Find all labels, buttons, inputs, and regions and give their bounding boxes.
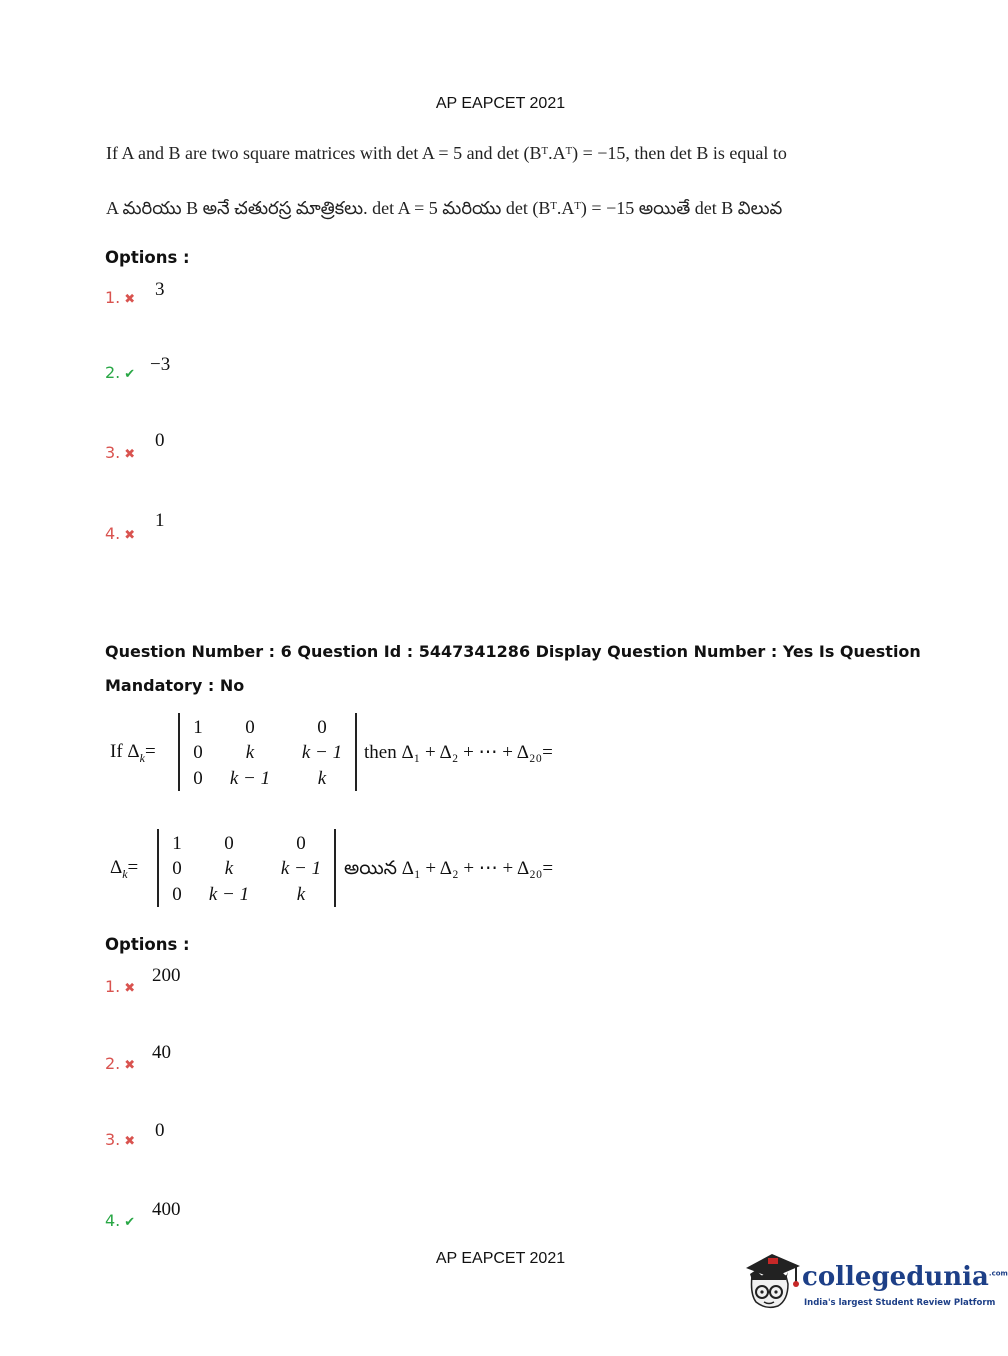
matrix-cell: k − 1 (280, 858, 322, 879)
q5-option-4[interactable] (105, 524, 135, 544)
option-number: 1. (105, 288, 121, 307)
collegedunia-logo (742, 1248, 1008, 1318)
check-icon: ✔ (124, 366, 136, 381)
logo-tagline: India's largest Student Review Platform (804, 1298, 996, 1308)
q6-english-determinant (178, 713, 357, 791)
q6-option-2-value: 40 (152, 1042, 171, 1063)
q5-option-4-value: 1 (155, 510, 165, 531)
matrix-cell: k (296, 884, 306, 905)
option-number: 1. (105, 977, 121, 996)
matrix-cell: k (245, 742, 255, 763)
matrix-cell: k − 1 (229, 768, 271, 789)
q6-option-3[interactable] (105, 1130, 135, 1150)
q5-option-1-value: 3 (155, 279, 165, 300)
q5-option-2[interactable] (105, 363, 135, 383)
option-number: 2. (105, 363, 121, 382)
option-number: 2. (105, 1054, 121, 1073)
cross-icon: ✖ (124, 291, 136, 306)
q6-telugu-prefix: $\Delta_k=$ (110, 857, 139, 881)
q6-option-3-value: 0 (155, 1120, 165, 1141)
q6-option-2[interactable] (105, 1054, 135, 1074)
matrix-cell: k (317, 768, 327, 789)
question-5-telugu: A మరియు B అనే చతురస్ర మాత్రికలు. det A = 5 మరియు det (Bᵀ.Aᵀ) = −15 అయితే det B విలువ (106, 198, 783, 218)
option-number: 3. (105, 1130, 121, 1149)
matrix-cell: k − 1 (301, 742, 343, 763)
q6-meta-line-1: Question Number : 6 Question Id : 5447341286 Display Question Number : Yes Is Question (105, 642, 921, 661)
q6-option-1[interactable] (105, 977, 135, 997)
q6-english-prefix: If $\Delta_k=$ (110, 741, 156, 765)
matrix-cell: 0 (245, 717, 255, 738)
cross-icon: ✖ (124, 980, 136, 995)
q6-telugu-determinant (157, 829, 336, 907)
q6-meta-line-2: Mandatory : No (105, 676, 245, 695)
q6-telugu-suffix: అయిన Δ₁ + Δ₂ + ⋯ + Δ₂₀= (344, 858, 554, 879)
matrix-cell: 0 (317, 717, 327, 738)
q6-options-label: Options : (105, 935, 190, 954)
matrix-cell: 0 (172, 884, 182, 905)
q6-option-1-value: 200 (152, 965, 181, 986)
question-5-english: If A and B are two square matrices with det A = 5 and det (Bᵀ.Aᵀ) = −15, then det B is equal to (106, 143, 787, 163)
matrix-cell: 0 (193, 742, 203, 763)
matrix-cell: 0 (193, 768, 203, 789)
cross-icon: ✖ (124, 1057, 136, 1072)
q6-option-4[interactable] (105, 1211, 135, 1231)
q5-option-2-value: −3 (150, 354, 171, 375)
logo-wordmark: collegedunia$^{.com}$ (802, 1262, 1008, 1292)
matrix-cell: 0 (296, 833, 306, 854)
page-header: AP EAPCET 2021 (435, 95, 566, 112)
option-number: 4. (105, 524, 121, 543)
matrix-cell: 0 (224, 833, 234, 854)
q6-english-suffix: then Δ₁ + Δ₂ + ⋯ + Δ₂₀= (364, 742, 553, 763)
check-icon: ✔ (124, 1214, 136, 1229)
cross-icon: ✖ (124, 527, 136, 542)
cross-icon: ✖ (124, 1133, 136, 1148)
matrix-cell: 1 (172, 833, 182, 854)
matrix-cell: 0 (172, 858, 182, 879)
cross-icon: ✖ (124, 446, 136, 461)
q5-options-label: Options : (105, 248, 190, 267)
q5-option-3[interactable] (105, 443, 135, 463)
q5-option-3-value: 0 (155, 430, 165, 451)
matrix-cell: 1 (193, 717, 203, 738)
option-number: 3. (105, 443, 121, 462)
q5-option-1[interactable] (105, 288, 135, 308)
page-footer: AP EAPCET 2021 (435, 1250, 566, 1267)
matrix-cell: k (224, 858, 234, 879)
matrix-cell: k − 1 (208, 884, 250, 905)
student-mascot-icon (742, 1250, 802, 1316)
option-number: 4. (105, 1211, 121, 1230)
q6-option-4-value: 400 (152, 1199, 181, 1220)
